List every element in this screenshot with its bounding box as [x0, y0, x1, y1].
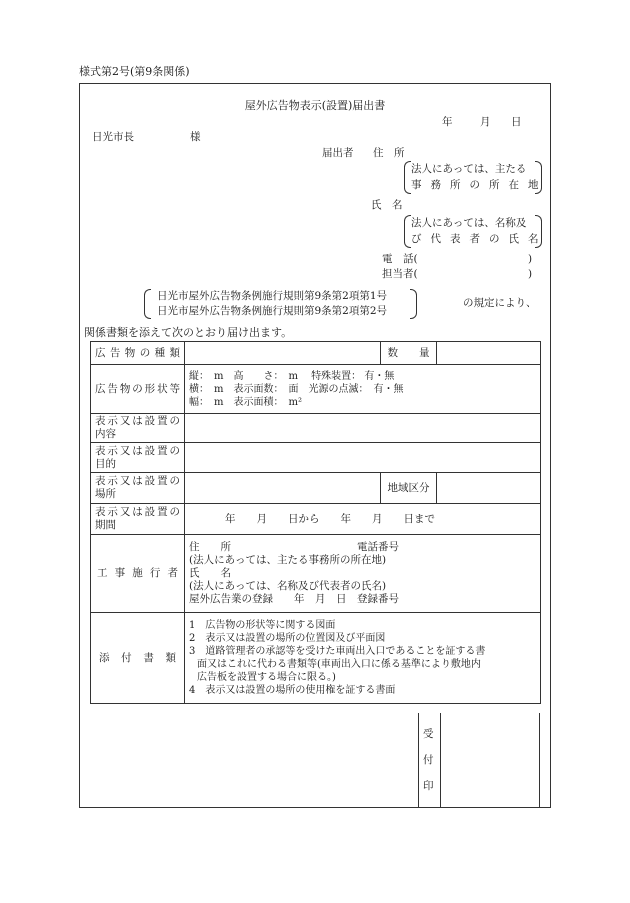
- row-period: [91, 504, 541, 535]
- name-note-line-1: 法人にあっては、名称及: [411, 217, 527, 229]
- period-label: 表示又は設置の 期間: [91, 504, 185, 535]
- contractor-field[interactable]: [185, 535, 541, 613]
- address-note-brace-right: [535, 161, 542, 194]
- shape-line-2: 横： m 表示面数： 面 光源の点滅： 有・無: [189, 383, 404, 395]
- regulation-line-2: 日光市屋外広告物条例施行規則第9条第2項第2号: [157, 305, 388, 317]
- addressee-name: 日光市長: [92, 131, 134, 143]
- contractor-line-3: 氏 名: [189, 567, 231, 579]
- name-note-brace-right: [535, 215, 542, 248]
- attachment-3b: 面又はこれに代わる書類等(車両出入口に係る基準により敷地内: [197, 659, 481, 670]
- notification-table: [90, 341, 541, 704]
- attachment-1: 1 広告物の形状等に関する図面: [189, 620, 336, 631]
- submitter-label: 届出者: [322, 147, 354, 159]
- address-note-line-2: 事務所の所在地: [411, 179, 548, 191]
- zone-label: 地域区分: [381, 473, 437, 504]
- attachments-field: [185, 613, 541, 704]
- address-note-line-1: 法人にあっては、主たる: [411, 163, 527, 175]
- reception-char-1: 受: [423, 728, 434, 740]
- quantity-field[interactable]: [437, 342, 541, 365]
- contractor-label: 工事施行者: [91, 535, 185, 613]
- regulation-continuation: 関係書類を添えて次のとおり届け出ます。: [84, 326, 293, 339]
- content-label: 表示又は設置の 内容: [91, 414, 185, 443]
- contractor-line-2: (法人にあっては、主たる事務所の所在地): [189, 554, 387, 566]
- reception-char-3: 印: [423, 780, 434, 792]
- row-attachments: [91, 613, 541, 704]
- name-note-brace-left: [404, 215, 411, 248]
- row-content: [91, 414, 541, 443]
- name-label: 氏 名: [371, 199, 403, 211]
- attachment-3c: 広告板を設置する場合に限る。): [197, 672, 336, 683]
- contact-label: 担当者(: [382, 268, 418, 280]
- row-location: [91, 473, 541, 504]
- shape-line-1: 縦： m 高 さ： m 特殊装置： 有・無: [189, 370, 395, 382]
- ad-type-label: 広告物の種類: [91, 342, 185, 365]
- contractor-line-1: 住 所 電話番号: [189, 541, 399, 553]
- location-field[interactable]: [185, 473, 381, 504]
- date-month: 月: [480, 116, 491, 128]
- purpose-label: 表示又は設置の 目的: [91, 443, 185, 473]
- zone-field[interactable]: [437, 473, 541, 504]
- date-day: 日: [511, 116, 522, 128]
- phone-label: 電 話(: [382, 253, 418, 265]
- row-contractor: [91, 535, 541, 613]
- contact-close-paren: ): [528, 268, 533, 280]
- attachment-3a: 3 道路管理者の承認等を受けた車両出入口であることを証する書: [189, 646, 486, 657]
- form-number: 様式第2号(第9条関係): [79, 65, 190, 78]
- attachments-label: 添付書類: [91, 613, 185, 704]
- row-purpose: [91, 443, 541, 473]
- date-year: 年: [442, 116, 453, 128]
- addressee-honorific: 様: [190, 131, 201, 143]
- contractor-line-4: (法人にあっては、名称及び代表者の氏名): [189, 580, 387, 592]
- reception-stamp-box: [418, 713, 540, 808]
- reception-divider: [440, 713, 441, 808]
- contractor-line-5: 屋外広告業の登録 年 月 日 登録番号: [189, 593, 399, 605]
- regulation-suffix: の規定により、: [463, 297, 537, 309]
- ad-shape-field[interactable]: [185, 365, 541, 414]
- period-field[interactable]: 年 月 日から 年 月 日まで: [185, 504, 541, 535]
- row-ad-shape: [91, 365, 541, 414]
- reception-char-2: 付: [423, 754, 434, 766]
- name-note-line-2: び代表者の氏名: [411, 233, 548, 245]
- address-label: 住 所: [373, 147, 405, 159]
- purpose-field[interactable]: [185, 443, 541, 473]
- contractor-phone-label: 電話番号: [357, 541, 399, 553]
- ad-shape-label: 広告物の形状等: [91, 365, 185, 414]
- regulation-brace-left: [144, 289, 151, 319]
- attachment-2: 2 表示又は設置の場所の位置図及び平面図: [189, 633, 386, 644]
- regulation-line-1: 日光市屋外広告物条例施行規則第9条第2項第1号: [157, 290, 388, 302]
- attachment-4: 4 表示又は設置の場所の使用権を証する書面: [189, 685, 396, 696]
- content-field[interactable]: [185, 414, 541, 443]
- row-ad-type: [91, 342, 541, 365]
- phone-close-paren: ): [528, 253, 533, 265]
- form-title: 屋外広告物表示(設置)届出書: [244, 99, 386, 112]
- regulation-brace-right: [410, 289, 417, 319]
- location-label: 表示又は設置の 場所: [91, 473, 185, 504]
- ad-type-field[interactable]: [185, 342, 381, 365]
- address-note-brace-left: [404, 161, 411, 194]
- shape-line-3: 幅： m 表示面積： m²: [189, 396, 302, 408]
- quantity-label: 数 量: [381, 342, 437, 365]
